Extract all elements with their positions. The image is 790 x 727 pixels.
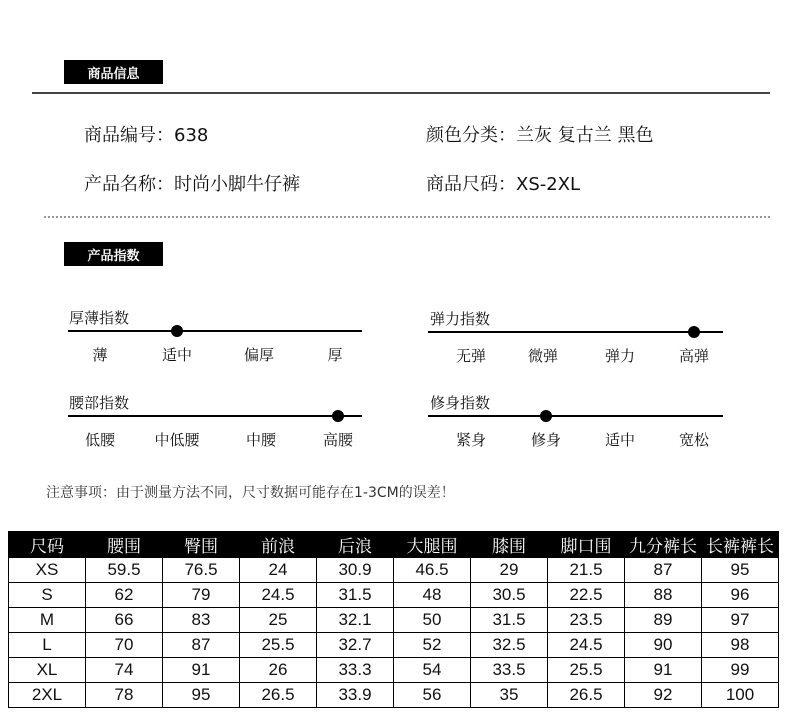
table-cell: 95 — [163, 683, 240, 708]
table-cell: XS — [9, 558, 86, 583]
note-text: 注意事项：由于测量方法不同，尺寸数据可能存在1-3CM的误差！ — [46, 485, 455, 501]
table-cell: 22.5 — [548, 583, 625, 608]
table-cell: 32.1 — [317, 608, 394, 633]
table-cell: 89 — [625, 608, 702, 633]
size-table-header-cell: 前浪 — [240, 532, 317, 558]
size-table-header-cell: 臀围 — [163, 532, 240, 558]
table-row — [9, 633, 779, 658]
product-name-label: 产品名称： — [84, 174, 174, 195]
index-level-label: 适中 — [161, 346, 193, 364]
divider-dotted — [44, 216, 770, 218]
table-cell: 95 — [702, 558, 779, 583]
table-cell: S — [9, 583, 86, 608]
product-size-label: 商品尺码： — [426, 174, 516, 195]
index-level-label: 低腰 — [84, 431, 116, 449]
table-cell: 30.5 — [471, 583, 548, 608]
index-level-label: 修身 — [530, 431, 562, 449]
table-cell: 26.5 — [548, 683, 625, 708]
index-selected-dot — [332, 410, 344, 422]
table-cell: 26 — [240, 658, 317, 683]
table-cell: 26.5 — [240, 683, 317, 708]
section-tag-product-index: 产品指数 — [64, 242, 163, 266]
table-cell: 24.5 — [240, 583, 317, 608]
table-cell: 24 — [240, 558, 317, 583]
index-title: 厚薄指数 — [69, 309, 130, 327]
table-row — [9, 558, 779, 583]
index-title: 修身指数 — [430, 394, 491, 412]
product-color — [426, 121, 653, 147]
table-cell: 31.5 — [317, 583, 394, 608]
index-level-label: 中腰 — [245, 431, 277, 449]
index-level-label: 宽松 — [678, 431, 710, 449]
table-cell: 78 — [86, 683, 163, 708]
table-row — [9, 683, 779, 708]
product-size-value: XS-2XL — [516, 174, 581, 195]
table-cell: 25.5 — [548, 658, 625, 683]
table-cell: 33.3 — [317, 658, 394, 683]
index-title: 弹力指数 — [430, 310, 491, 328]
table-cell: 35 — [471, 683, 548, 708]
product-color-label: 颜色分类： — [426, 125, 516, 146]
table-cell: 90 — [625, 633, 702, 658]
product-name — [84, 170, 300, 196]
table-cell: 70 — [86, 633, 163, 658]
product-code-value: 638 — [174, 125, 209, 146]
table-cell: 97 — [702, 608, 779, 633]
index-selected-dot — [688, 326, 700, 338]
table-cell: 74 — [86, 658, 163, 683]
table-cell: 88 — [625, 583, 702, 608]
table-cell: 52 — [394, 633, 471, 658]
product-name-value: 时尚小脚牛仔裤 — [174, 174, 300, 195]
table-cell: 23.5 — [548, 608, 625, 633]
table-cell: 96 — [702, 583, 779, 608]
table-cell: 59.5 — [86, 558, 163, 583]
table-cell: 83 — [163, 608, 240, 633]
size-table-header-cell: 大腿围 — [394, 532, 471, 558]
size-table-header-cell: 九分裤长 — [625, 532, 702, 558]
size-table-header-cell: 脚口围 — [548, 532, 625, 558]
table-cell: 56 — [394, 683, 471, 708]
size-table — [8, 531, 779, 708]
section-tag-product-info: 商品信息 — [64, 60, 163, 84]
size-table-header — [9, 532, 779, 558]
table-cell: 29 — [471, 558, 548, 583]
index-level-label: 微弹 — [527, 347, 559, 365]
index-scale-line — [428, 415, 723, 417]
index-level-label: 无弹 — [455, 347, 487, 365]
table-cell: 46.5 — [394, 558, 471, 583]
size-table-header-cell: 腰围 — [86, 532, 163, 558]
index-level-label: 中低腰 — [154, 431, 200, 449]
product-color-value: 兰灰 复古兰 黑色 — [516, 125, 654, 146]
table-cell: 25.5 — [240, 633, 317, 658]
product-code — [84, 121, 208, 147]
index-scale-line — [68, 415, 362, 417]
table-cell: 91 — [163, 658, 240, 683]
index-level-label: 厚 — [327, 346, 343, 364]
index-level-label: 紧身 — [455, 431, 487, 449]
product-size — [426, 170, 580, 196]
table-row — [9, 608, 779, 633]
index-level-label: 偏厚 — [243, 346, 275, 364]
index-selected-dot — [171, 325, 183, 337]
size-table-body — [9, 558, 779, 708]
table-cell: M — [9, 608, 86, 633]
index-level-label: 高腰 — [322, 431, 354, 449]
table-cell: 54 — [394, 658, 471, 683]
table-cell: 99 — [702, 658, 779, 683]
table-cell: 33.9 — [317, 683, 394, 708]
table-cell: 33.5 — [471, 658, 548, 683]
product-code-label: 商品编号： — [84, 125, 174, 146]
index-level-label: 高弹 — [678, 347, 710, 365]
size-table-header-cell: 膝围 — [471, 532, 548, 558]
index-selected-dot — [540, 410, 552, 422]
divider-solid — [32, 92, 770, 94]
table-cell: 79 — [163, 583, 240, 608]
table-cell: 87 — [163, 633, 240, 658]
table-cell: 98 — [702, 633, 779, 658]
table-cell: 50 — [394, 608, 471, 633]
index-scale-line — [68, 330, 362, 332]
table-cell: 25 — [240, 608, 317, 633]
table-row — [9, 658, 779, 683]
table-cell: L — [9, 633, 86, 658]
table-cell: 92 — [625, 683, 702, 708]
index-level-label: 适中 — [604, 431, 636, 449]
index-level-label: 薄 — [92, 346, 108, 364]
table-cell: 66 — [86, 608, 163, 633]
table-row — [9, 583, 779, 608]
size-table-header-cell: 后浪 — [317, 532, 394, 558]
index-scale-line — [428, 331, 723, 333]
table-cell: 62 — [86, 583, 163, 608]
table-cell: 91 — [625, 658, 702, 683]
table-cell: 76.5 — [163, 558, 240, 583]
table-cell: 21.5 — [548, 558, 625, 583]
table-cell: 30.9 — [317, 558, 394, 583]
table-cell: 2XL — [9, 683, 86, 708]
table-cell: 100 — [702, 683, 779, 708]
table-cell: XL — [9, 658, 86, 683]
table-cell: 32.5 — [471, 633, 548, 658]
size-table-header-cell: 尺码 — [9, 532, 86, 558]
table-cell: 87 — [625, 558, 702, 583]
index-title: 腰部指数 — [69, 394, 130, 412]
index-level-label: 弹力 — [604, 347, 636, 365]
table-cell: 24.5 — [548, 633, 625, 658]
table-cell: 48 — [394, 583, 471, 608]
table-cell: 32.7 — [317, 633, 394, 658]
table-cell: 31.5 — [471, 608, 548, 633]
size-table-header-cell: 长裤裤长 — [702, 532, 779, 558]
